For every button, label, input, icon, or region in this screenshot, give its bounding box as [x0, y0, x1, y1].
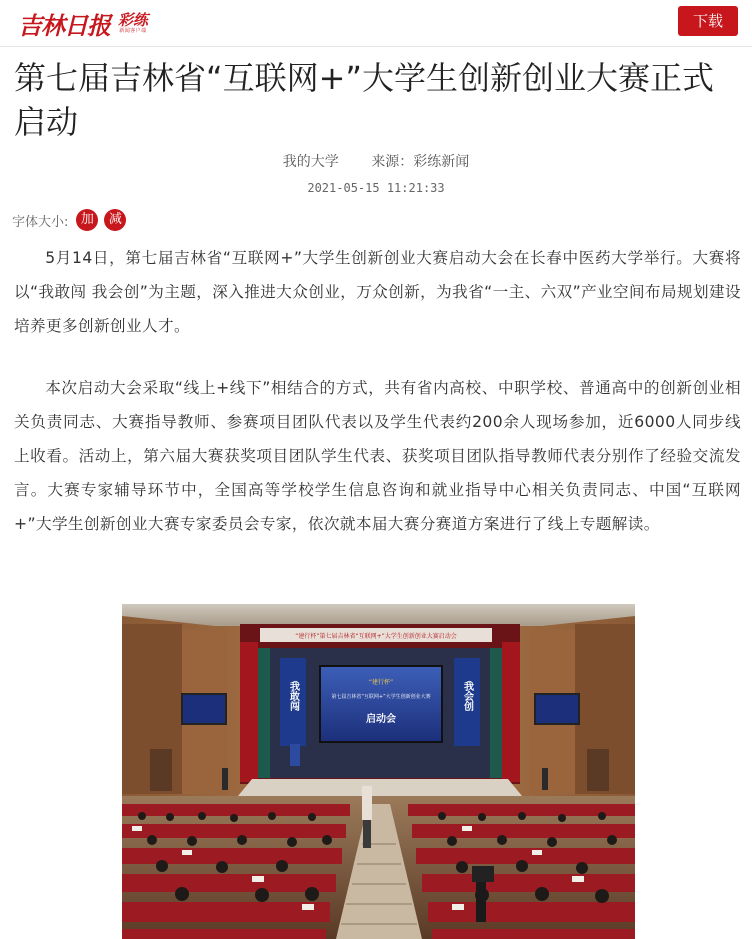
article-meta — [0, 152, 752, 172]
logo-sub — [118, 12, 148, 35]
font-size-label: 字体大小: — [12, 214, 69, 230]
logo-sub-tag: 新闻客户端 — [119, 27, 147, 34]
screen-line3: 启动会 — [366, 714, 396, 725]
article-paragraph: 本次启动大会采取“线上+线下”相结合的方式，共有省内高校、中职学校、普通高中的创新创业相关负责同志、大赛指导教师、参赛项目团队代表以及学生代表约200余人现场参加，近6000人同步线上收看。活动上，第六届大赛获奖项目团队学生代表、获奖项目团队指导教师代表分别作了经验交流发言。大赛专家辅导环节中，全国高等学校学生信息咨询和就业指导中心相关负责同志、中国“互联网+”大学生创新创业大赛专家委员会专家，依次就本届大赛分赛道方案进行了线上专题解读。 — [14, 379, 741, 533]
article-photo — [122, 604, 635, 939]
font-decrease-button[interactable]: 减 — [104, 209, 126, 231]
article-date: 2021-05-15 11:21:33 — [307, 181, 445, 195]
logo-sub-text: 彩练 — [118, 10, 149, 29]
screen-line2: 第七届吉林省“互联网+”大学生创新创业大赛 — [331, 694, 431, 700]
font-size-control — [12, 209, 126, 231]
screen-line1: “建行杯” — [368, 679, 394, 686]
side-banner-left-text: 我敢闯 — [287, 681, 299, 711]
top-bar — [0, 0, 752, 47]
article-paragraph: 5月14日，第七届吉林省“互联网+”大学生创新创业大赛启动大会在长春中医药大学举行。大赛将以“我敢闯 我会创”为主题，深入推进大众创业，万众创新，为我省“一主、六双”产业空间布局规划建设培养更多创新创业人才。 — [14, 249, 742, 335]
app-logo[interactable] — [18, 6, 148, 40]
side-banner-right-text: 我会创 — [461, 681, 473, 711]
stage-banner-text: “建行杯”第七届吉林省“互联网+”大学生创新创业大赛启动会 — [295, 633, 457, 640]
font-increase-button[interactable]: 加 — [76, 209, 98, 231]
download-button[interactable]: 下载 — [678, 6, 738, 36]
article-column[interactable]: 我的大学 — [282, 154, 339, 170]
auditorium-illustration — [122, 604, 635, 939]
logo-main-text: 吉林日报 — [18, 10, 110, 40]
article-title: 第七届吉林省“互联网+”大学生创新创业大赛正式启动 — [14, 59, 714, 141]
article-source: 来源：彩练新闻 — [371, 154, 470, 170]
